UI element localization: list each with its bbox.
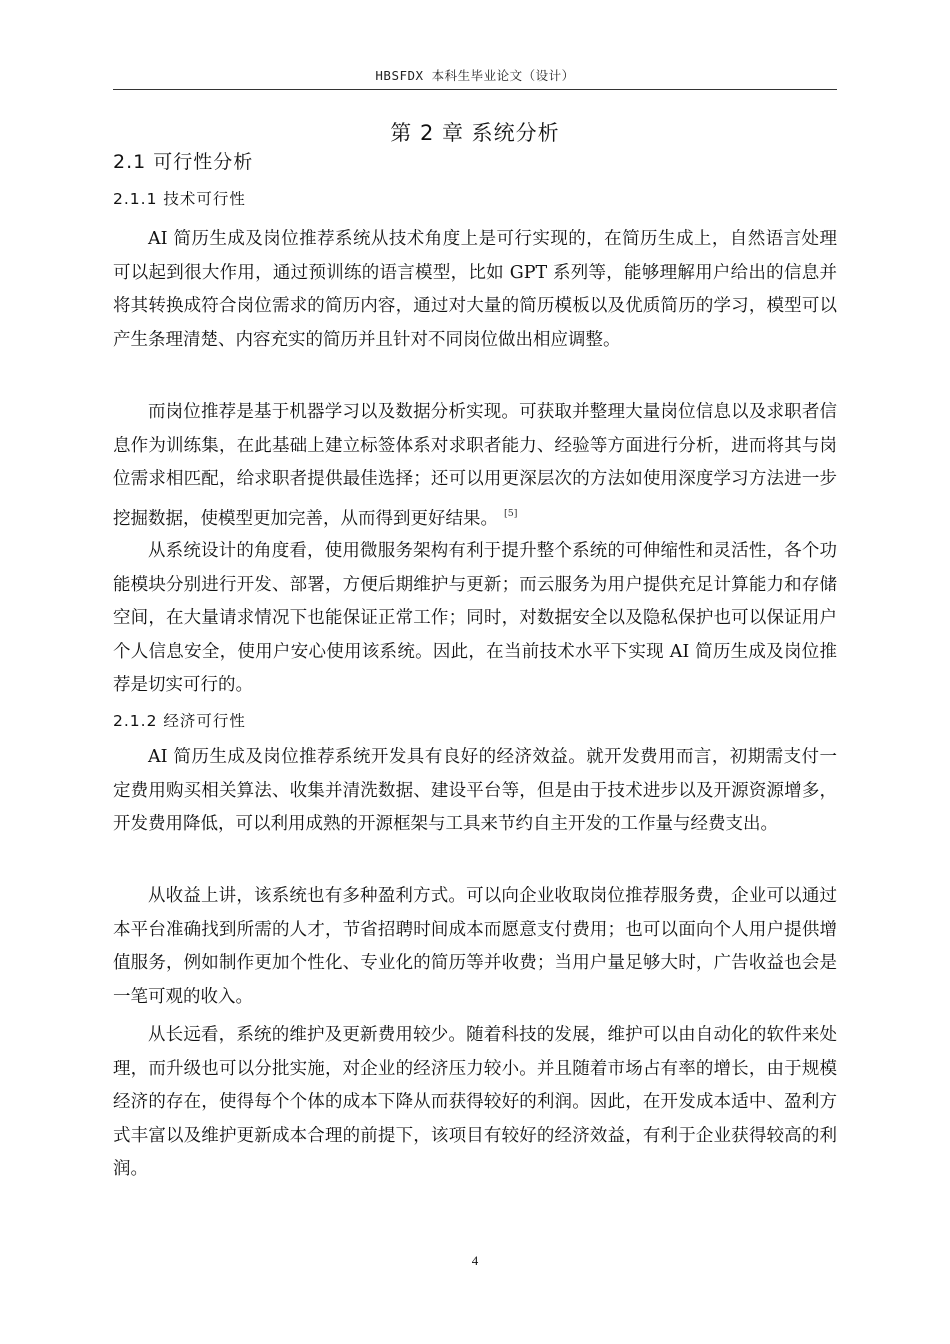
page-number: 4	[471, 1253, 479, 1268]
subsection-heading-technical: 2.1.1 技术可行性	[113, 190, 246, 208]
chapter-title: 第 2 章 系统分析	[390, 121, 560, 145]
paragraph: 从收益上讲，该系统也有多种盈利方式。可以向企业收取岗位推荐服务费，企业可以通过本平台准确找到所需的人才，节省招聘时间成本而愿意支付费用；也可以面向个人用户提供增值服务，例如制作更加个性化、专业化的简历等并收费；当用户量足够大时，广告收益也会是一笔可观的收入。	[113, 886, 837, 1007]
header-rule	[113, 89, 837, 90]
citation-marker: [5]	[504, 507, 518, 519]
subsection-heading-economic: 2.1.2 经济可行性	[113, 712, 246, 730]
paragraph: 从长远看，系统的维护及更新费用较少。随着科技的发展，维护可以由自动化的软件来处理，而升级也可以分批实施，对企业的经济压力较小。并且随着市场占有率的增长，由于规模经济的存在，使得每个个体的成本下降从而获得较好的利润。因此，在开发成本适中、盈利方式丰富以及维护更新成本合理的前提下，该项目有较好的经济效益，有利于企业获得较高的利润。	[113, 1025, 837, 1179]
paragraph: AI 简历生成及岗位推荐系统从技术角度上是可行实现的，在简历生成上，自然语言处理可以起到很大作用，通过预训练的语言模型，比如 GPT 系列等，能够理解用户给出的信息并将其转换成符合岗位需求的简历内容，通过对大量的简历模板以及优质简历的学习，模型可以产生条理清楚、内容充实的简历并且针对不同岗位做出相应调整。	[113, 229, 837, 350]
paragraph	[113, 396, 837, 536]
paragraph: 从系统设计的角度看，使用微服务架构有利于提升整个系统的可伸缩性和灵活性，各个功能模块分别进行开发、部署，方便后期维护与更新；而云服务为用户提供充足计算能力和存储空间，在大量请求情况下也能保证正常工作；同时，对数据安全以及隐私保护也可以保证用户个人信息安全，使用户安心使用该系统。因此，在当前技术水平下实现 AI 简历生成及岗位推荐是切实可行的。	[113, 541, 837, 695]
section-heading: 2.1 可行性分析	[113, 151, 254, 173]
paragraph-text: 而岗位推荐是基于机器学习以及数据分析实现。可获取并整理大量岗位信息以及求职者信息作为训练集，在此基础上建立标签体系对求职者能力、经验等方面进行分析，进而将其与岗位需求相匹配，给求职者提供最佳选择；还可以用更深层次的方法如使用深度学习方法进一步挖掘数据，使模型更加完善，从而得到更好结果。	[113, 402, 837, 529]
running-header: HBSFDX 本科生毕业论文（设计）	[375, 68, 575, 83]
paragraph: AI 简历生成及岗位推荐系统开发具有良好的经济效益。就开发费用而言，初期需支付一定费用购买相关算法、收集并清洗数据、建设平台等，但是由于技术进步以及开源资源增多，开发费用降低，可以利用成熟的开源框架与工具来节约自主开发的工作量与经费支出。	[113, 747, 837, 834]
